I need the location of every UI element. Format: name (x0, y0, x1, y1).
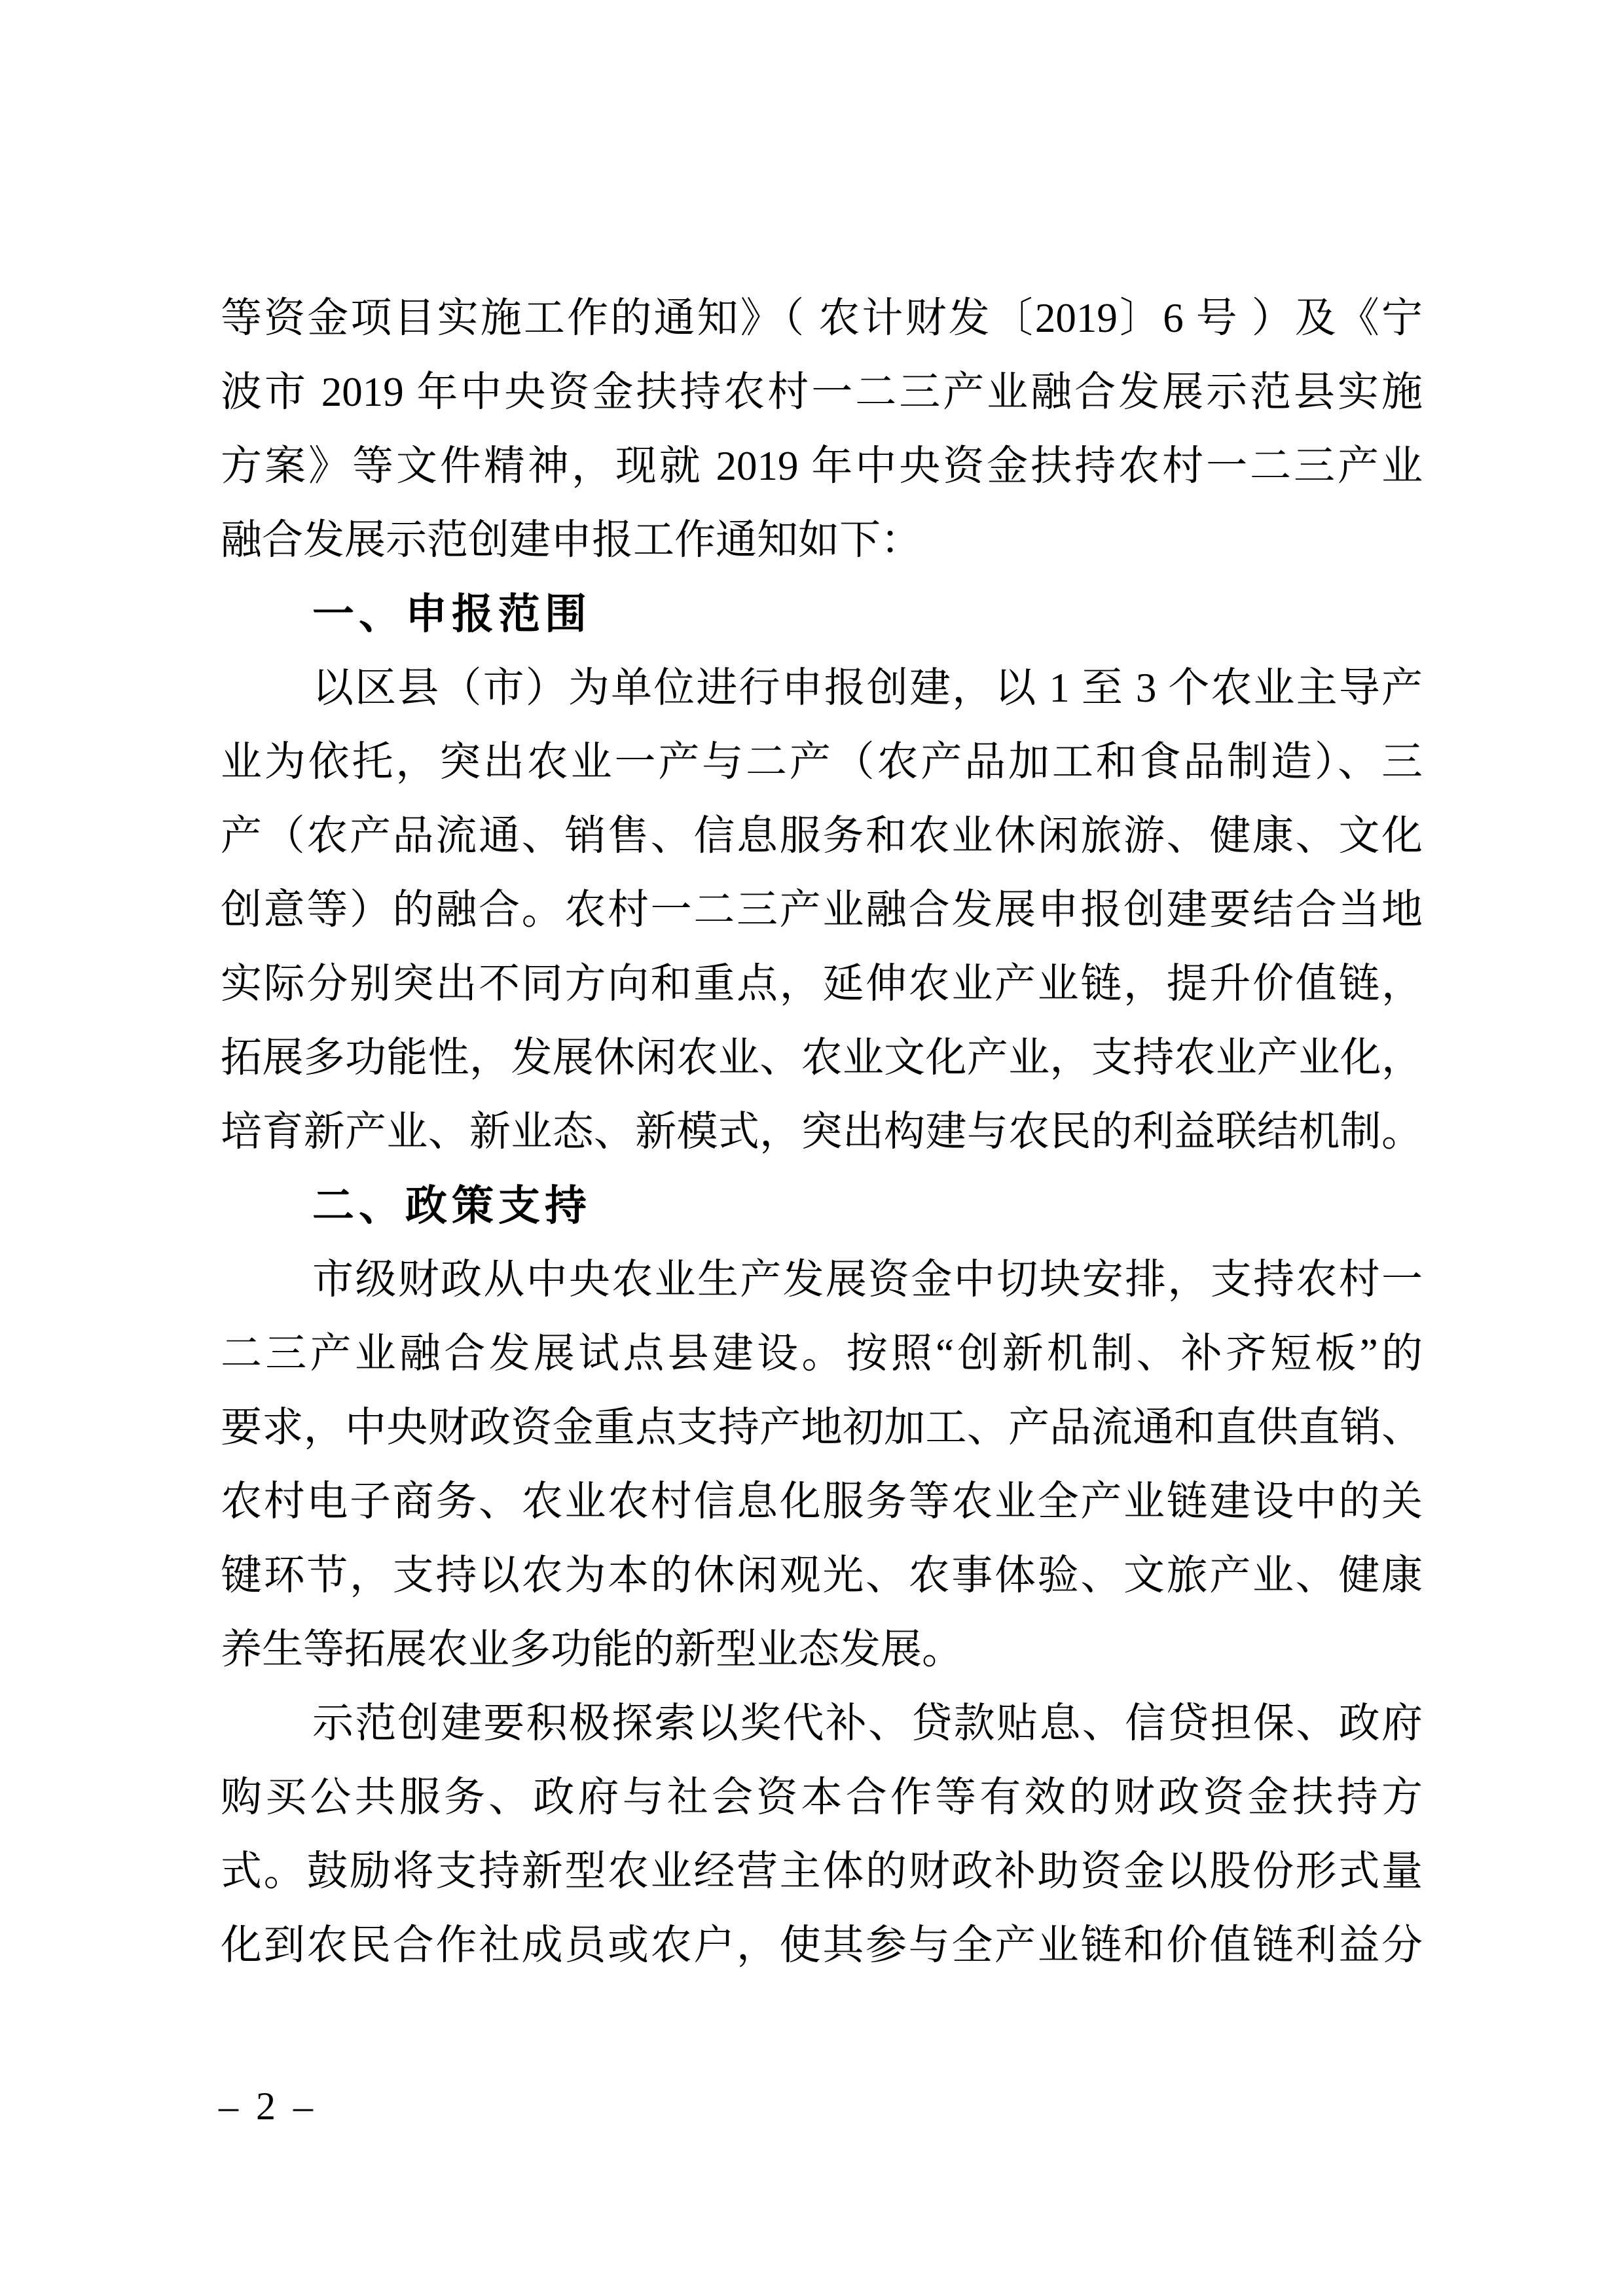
body-line: 市级财政从中央农业生产发展资金中切块安排，支持农村一 (312, 1257, 1423, 1302)
body-line: 农村电子商务、农业农村信息化服务等农业全产业链建设中的关 (221, 1479, 1423, 1524)
body-line: 融合发展示范创建申报工作通知如下： (221, 517, 922, 563)
body-line: 示范创建要积极探索以奖代补、贷款贴息、信贷担保、政府 (312, 1700, 1423, 1746)
body-line: 创意等）的融合。农村一二三产业融合发展申报创建要结合当地 (221, 887, 1423, 933)
body-line: 以区县（市）为单位进行申报创建，以 1 至 3 个农业主导产 (312, 665, 1423, 711)
body-line: 培育新产业、新业态、新模式，突出构建与农民的利益联结机制。 (221, 1109, 1423, 1155)
body-line: 式。鼓励将支持新型农业经营主体的财政补助资金以股份形式量 (221, 1848, 1423, 1894)
body-line: 方案》等文件精神，现就 2019 年中央资金扶持农村一二三产业 (221, 443, 1423, 489)
document-body (221, 281, 1423, 1982)
body-line: 波市 2019 年中央资金扶持农村一二三产业融合发展示范县实施 (221, 369, 1423, 415)
section-1-heading: 一、申报范围 (312, 590, 591, 637)
body-line: 产（农产品流通、销售、信息服务和农业休闲旅游、健康、文化 (221, 813, 1423, 859)
body-line: 业为依托，突出农业一产与二产（农产品加工和食品制造）、三 (221, 739, 1423, 785)
section-2-heading: 二、政策支持 (312, 1182, 591, 1229)
body-line: 要求，中央财政资金重点支持产地初加工、产品流通和直供直销、 (221, 1405, 1423, 1450)
body-line: 实际分别突出不同方向和重点，延伸农业产业链，提升价值链， (221, 961, 1423, 1007)
body-line: 键环节，支持以农为本的休闲观光、农事体验、文旅产业、健康 (221, 1552, 1423, 1598)
body-line: 拓展多功能性，发展休闲农业、农业文化产业，支持农业产业化， (221, 1035, 1423, 1081)
page-number: – 2 – (219, 2085, 317, 2128)
body-line: 化到农民合作社成员或农户，使其参与全产业链和价值链利益分 (221, 1922, 1423, 1968)
body-line: 养生等拓展农业多功能的新型业态发展。 (221, 1626, 963, 1672)
body-line: 二三产业融合发展试点县建设。按照“创新机制、补齐短板”的 (221, 1331, 1423, 1376)
body-line: 等资金项目实施工作的通知》（ 农计财发〔2019〕6 号 ）及《宁 (221, 295, 1423, 341)
body-line: 购买公共服务、政府与社会资本合作等有效的财政资金扶持方 (221, 1774, 1423, 1820)
